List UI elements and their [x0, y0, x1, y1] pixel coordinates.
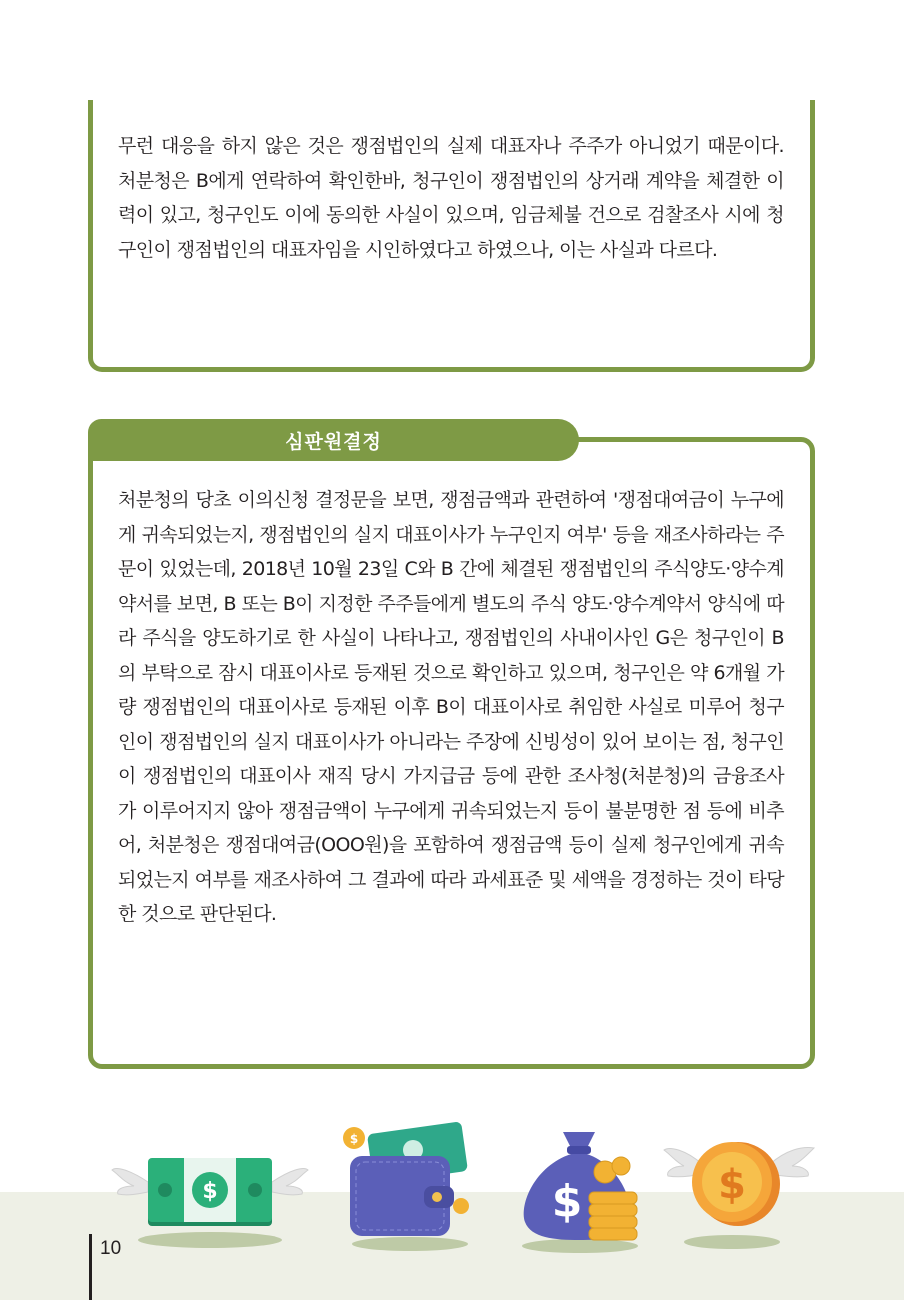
winged-dollar-bills-icon	[110, 1140, 310, 1255]
decision-text: 처분청의 당초 이의신청 결정문을 보면, 쟁점금액과 관련하여 '쟁점대여금이 누구에게 귀속되었는지, 쟁점법인의 실지 대표이사가 누구인지 여부' 등을 재조사하라는 주문이 있었는데, 2018년 10월 23일 C와 B 간에 체결된 쟁점법인의 주식양도·양수계약서를 보면, B 또는 B이 지정한 주주들에게 별도의 주식 양도·양수계약서 양식에 따라 주식을 양도하기로 한 사실이 나타나고, 쟁점법인의 사내이사인 G은 청구인이 B의 부탁으로 잠시 대표이사로 등재된 것으로 확인하고 있으며, 청구인은 약 6개월 가량 쟁점법인의 대표이사로 등재된 이후 B이 대표이사로 취임한 사실로 미루어 청구인이 쟁점법인의 실지 대표이사가 아니라는 주장에 신빙성이 있어 보이는 점, 청구인이 쟁점법인의 대표이사 재직 당시 가지급금 등에 관한 조사청(처분청)의 금융조사가 이루어지지 않아 쟁점금액이 누구에게 귀속되었는지 등이 불분명한 점 등에 비추어, 처분청은 쟁점대여금(OOO원)을 포함하여 쟁점금액 등이 실제 청구인에게 귀속되었는지 여부를 재조사하여 그 결과에 따라 과세표준 및 세액을 경정하는 것이 타당한 것으로 판단된다.	[118, 489, 784, 925]
money-bag-icon	[515, 1122, 645, 1260]
decision-title-tab	[88, 419, 579, 461]
svg-text:$: $	[718, 1162, 746, 1208]
winged-coin-icon	[660, 1128, 820, 1258]
wallet-icon	[330, 1120, 480, 1260]
svg-text:$: $	[349, 1132, 359, 1146]
decision-title: 심판원결정	[285, 430, 382, 453]
top-box-text: 무런 대응을 하지 않은 것은 쟁점법인의 실제 대표자나 주주가 아니었기 때문이다. 처분청은 B에게 연락하여 확인한바, 청구인이 쟁점법인의 상거래 계약을 체결한 이력이 있고, 청구인도 이에 동의한 사실이 있으며, 임금체불 건으로 검찰조사 시에 청구인이 쟁점법인의 대표자임을 시인하였다고 하였으나, 이는 사실과 다르다.	[118, 135, 784, 261]
page-number-bar	[89, 1234, 92, 1300]
svg-text:$: $	[202, 1179, 218, 1204]
svg-text:$: $	[551, 1176, 583, 1227]
page-number: 10	[100, 1238, 122, 1259]
